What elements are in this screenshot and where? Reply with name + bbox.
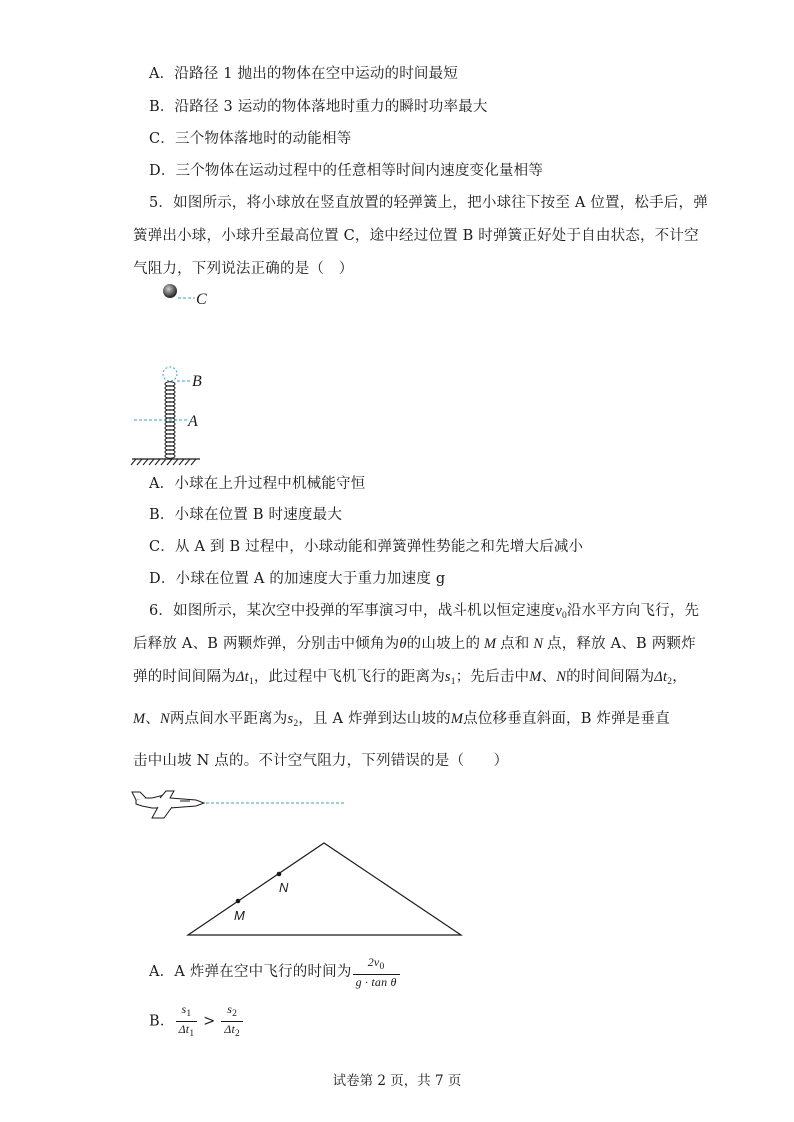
time-fraction: $\frac{2v_0}{\text{g · tan θ}}$ — [353, 955, 400, 989]
n-symbol: N — [529, 636, 548, 652]
q5-option-c: C．从 A 到 B 过程中，小球动能和弹簧弹性势能之和先增大后减小 — [149, 539, 584, 555]
slope-triangle-figure — [184, 838, 474, 948]
dt2-symbol: $\Delta t_2$ — [654, 669, 673, 687]
ground-hatch-mark — [191, 459, 196, 465]
ground-hatch-mark — [149, 459, 154, 465]
q6-stem-line-1: 6．如图所示，某次空中投弹的军事演习中，战斗机以恒定速度$v_0$沿水平方向飞行，先 — [149, 603, 700, 621]
ball-outline-at-b — [163, 367, 177, 381]
ground-hatch-mark — [161, 459, 166, 465]
m-symbol: M — [480, 636, 501, 652]
label-a: A — [188, 413, 198, 430]
ground-hatch-mark — [179, 459, 184, 465]
q4-option-c: C．三个物体落地时的动能相等 — [149, 131, 352, 147]
q5-stem-line-1: 5．如图所示，将小球放在竖直放置的轻弹簧上，把小球往下按至 A 位置，松手后，弹 — [149, 195, 708, 211]
q6-stem-line-5: 击中山坡 N 点的。不计空气阻力，下列错误的是（ ） — [133, 753, 509, 769]
slope-triangle — [188, 843, 461, 935]
ball-at-c — [163, 284, 177, 298]
point-n — [277, 872, 282, 877]
q5-option-d: D．小球在位置 A 的加速度大于重力加速度 g — [149, 571, 446, 587]
ground-hatch — [131, 459, 196, 465]
ground-hatch-mark — [143, 459, 148, 465]
q5-option-a: A．小球在上升过程中机械能守恒 — [149, 476, 366, 492]
point-m — [236, 899, 241, 904]
q5-stem-line-3: 气阻力，下列说法正确的是（ ） — [133, 261, 354, 277]
fighter-plane-icon — [132, 791, 204, 818]
ground-hatch-mark — [167, 459, 172, 465]
q6-stem-line-2: 后释放 A、B 两颗炸弹，分别击中倾角为θ的山坡上的 M 点和 N 点，释放 A、B 两颗炸 — [133, 636, 696, 652]
label-b: B — [192, 373, 202, 390]
s1-symbol: $s_1$ — [444, 669, 456, 687]
q6-stem-line-4: M、N两点间水平距离为$s_2$，且 A 炸弹到达山坡的M点位移垂直斜面，B 炸弹是垂直 — [133, 711, 670, 729]
v0-symbol: $v_0$ — [555, 603, 567, 621]
label-c: C — [196, 291, 207, 308]
q4-option-b: B．沿路径 3 运动的物体落地时重力的瞬时功率最大 — [149, 99, 488, 115]
q5-option-b: B．小球在位置 B 时速度最大 — [149, 507, 343, 523]
page-footer: 试卷第 2 页，共 7 页 — [332, 1073, 462, 1089]
s2-symbol: $s_2$ — [287, 711, 299, 729]
label-n: N — [279, 880, 289, 895]
ratio-s1-dt1: $\frac{s_1}{\Delta t_1}$ — [176, 1002, 198, 1041]
q6-stem-line-3: 弹的时间间隔为$\Delta t_1$，此过程中飞机飞行的距离为$s_1$；先后击中M、N的时间间隔为$\Delta t_2$， — [133, 669, 687, 687]
dt1-symbol: $\Delta t_1$ — [235, 669, 254, 687]
ground-hatch-mark — [185, 459, 190, 465]
q6-option-b: B． $\frac{s_1}{\Delta t_1}$ > $\frac{s_2}{\Delta t_2}$ — [149, 1002, 244, 1041]
spring-ball-figure — [128, 278, 248, 468]
q4-option-a: A．沿路径 1 抛出的物体在空中运动的时间最短 — [149, 66, 459, 82]
q4-option-d: D．三个物体在运动过程中的任意相等时间内速度变化量相等 — [149, 163, 544, 179]
ground-hatch-mark — [155, 459, 160, 465]
ground-hatch-mark — [131, 459, 136, 465]
ground-hatch-mark — [137, 459, 142, 465]
fighter-plane-figure — [130, 786, 360, 826]
q5-stem-line-2: 簧弹出小球，小球升至最高位置 C，途中经过位置 B 时弹簧正好处于自由状态，不计空 — [133, 228, 699, 244]
label-m: M — [234, 908, 245, 923]
ratio-s2-dt2: $\frac{s_2}{\Delta t_2}$ — [221, 1002, 243, 1041]
ground-hatch-mark — [173, 459, 178, 465]
q6-option-a: A．A 炸弹在空中飞行的时间为 $\frac{2v_0}{\text{g · tan θ}}$ — [149, 955, 401, 989]
theta-symbol: θ — [399, 636, 407, 652]
